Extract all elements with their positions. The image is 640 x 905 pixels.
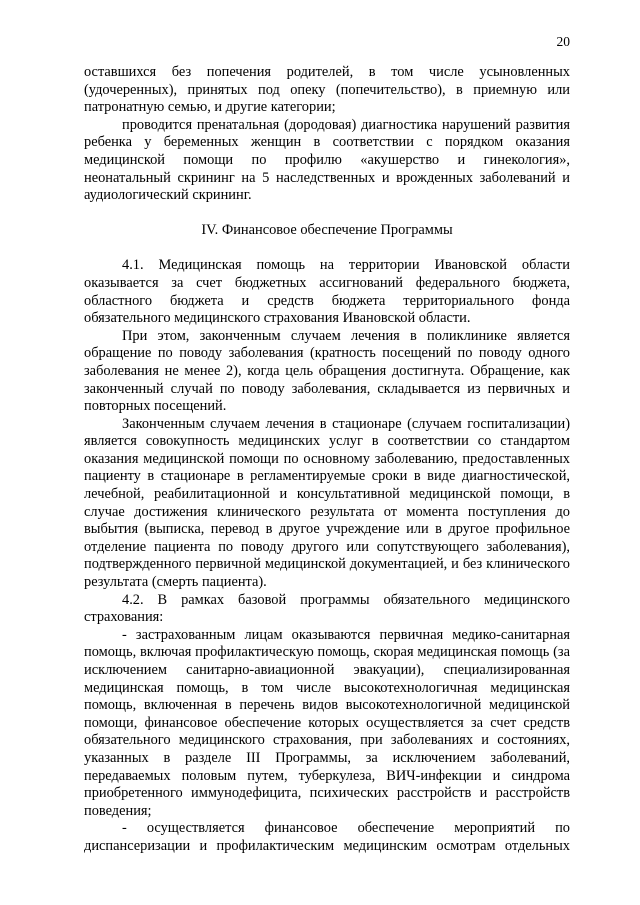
paragraph-4-1: 4.1. Медицинская помощь на территории Ивановской области оказывается за счет бюджетных ассигнований федерального бюджета, областного бюджета и средств бюджета территориального фонда обязательного медицинского страхования Ивановской области. [84,257,570,327]
paragraph-hospital-case: Законченным случаем лечения в стационаре (случаем госпитализации) является совокупность медицинских услуг в соответствии со стандартом оказания медицинской помощи по основному заболеванию, предоставленных пациенту в стационаре в регламентируемые сроки в виде диагностической, лечебной, реабилитационной и консультативной медицинской помощи, в случае достижения клинического результата от момента поступления до выбытия (выписка, перевод в другое учреждение или в другое профильное отделение пациента по поводу другого или сопутствующего заболевания), подтвержденного первичной медицинской документацией, и без клинического результата (смерть пациента). [84,415,570,591]
paragraph-polyclinic-case: При этом, законченным случаем лечения в поликлинике является обращение по поводу заболевания (кратность посещений по поводу одного заболевания не менее 2), когда цель обращения достигнута. Обращение, как законченный случай по поводу заболевания, складывается из первичных и повторных посещений. [84,327,570,415]
paragraph-prenatal-diagnostics: проводится пренатальная (дородовая) диагностика нарушений развития ребенка у беременных женщин в соответствии с порядком оказания медицинской помощи по профилю «акушерство и гинекология», неонатальный скрининг на 5 наследственных и врожденных заболеваний и аудиологический скрининг. [84,116,570,204]
paragraph-4-2: 4.2. В рамках базовой программы обязательного медицинского страхования: [84,591,570,626]
paragraph-insured-persons: - застрахованным лицам оказываются первичная медико-санитарная помощь, включая профилактическую помощь, скорая медицинская помощь (за исключением санитарно-авиационной эвакуации), специализированная медицинская помощь, в том числе высокотехнологичная медицинская помощь, включенная в перечень видов высокотехнологичной медицинской помощи, финансовое обеспечение которых осуществляется за счет средств обязательного медицинского страхования, при заболеваниях и состояниях, указанных в разделе III Программы, за исключением заболеваний, передаваемых половым путем, туберкулеза, ВИЧ-инфекции и синдрома приобретенного иммунодефицита, психических расстройств и расстройств поведения; [84,626,570,819]
section-heading: IV. Финансовое обеспечение Программы [201,221,453,238]
page-number: 20 [556,34,570,49]
paragraph-continuation: оставшихся без попечения родителей, в том числе усыновленных (удочеренных), принятых под опеку (попечительство), в приемную или патронатную семью, и другие категории; [84,64,570,116]
paragraph-dispensarization: - осуществляется финансовое обеспечение мероприятий по диспансеризации и профилактическим медицинским осмотрам отдельных [84,820,570,854]
document-body [84,64,570,856]
